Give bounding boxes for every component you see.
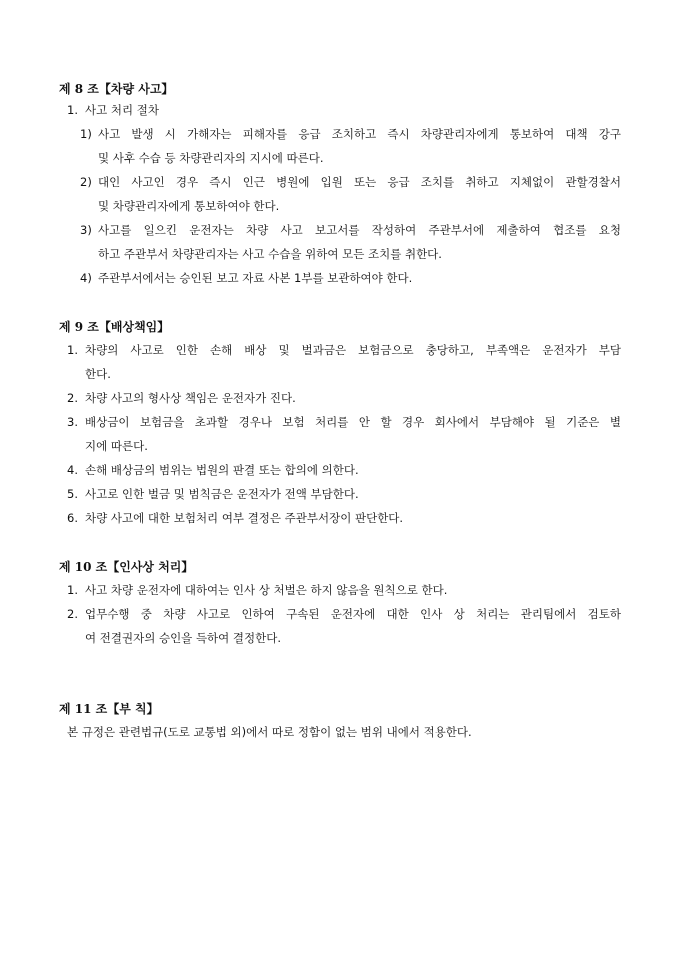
item-text-line-1: 주관부서에서는 승인된 보고 자료 사본 1부를 보관하여야 한다. — [98, 271, 413, 285]
item-text-line-1: 차량 사고에 대한 보험처리 여부 결정은 주관부서장이 판단한다. — [85, 511, 404, 525]
article-9-item-4 — [67, 462, 359, 478]
item-number: 1. — [67, 583, 78, 597]
item-number: 3) — [80, 223, 92, 237]
article-9-item-2 — [67, 390, 296, 406]
item-text-line-1: 차량 사고의 형사상 책임은 운전자가 진다. — [85, 391, 296, 405]
item-text-line-1: 사고로 인한 벌금 및 범칙금은 운전자가 전액 부담한다. — [85, 487, 359, 501]
article-9-item-6 — [67, 510, 403, 526]
article-8-item-1-line-2: 및 사후 수습 등 차량관리자의 지시에 따른다. — [98, 151, 324, 165]
item-number: 5. — [67, 487, 78, 501]
item-number: 4. — [67, 463, 78, 477]
article-9-item-1 — [67, 342, 621, 358]
section-number: 1. — [67, 103, 78, 117]
article-8-section-1 — [67, 102, 159, 118]
item-text-line-1: 손해 배상금의 범위는 법원의 판결 또는 합의에 의한다. — [85, 463, 359, 477]
article-9-item-5 — [67, 486, 359, 502]
article-8-item-4 — [80, 270, 412, 286]
item-number: 6. — [67, 511, 78, 525]
article-10-item-2 — [67, 606, 621, 622]
article-8-item-3 — [80, 222, 621, 238]
article-8-item-1 — [80, 126, 621, 142]
article-9-item-3-line-2: 지에 따른다. — [85, 439, 148, 453]
article-8-item-3-line-2: 하고 주관부서 차량관리자는 사고 수습을 위하여 모든 조치를 취한다. — [98, 247, 442, 261]
article-10-item-1 — [67, 582, 447, 598]
article-8-item-2 — [80, 174, 621, 190]
item-text-line-1: 대인 사고인 경우 즉시 인근 병원에 입원 또는 응급 조치를 취하고 지체없이 관할경찰서 — [98, 175, 621, 189]
article-11-body: 본 규정은 관련법규(도로 교통법 외)에서 따로 정함이 없는 범위 내에서 적용한다. — [67, 725, 472, 739]
item-number: 3. — [67, 415, 78, 429]
item-number: 1. — [67, 343, 78, 357]
section-title: 사고 처리 절차 — [85, 103, 159, 117]
item-number: 2. — [67, 607, 78, 621]
item-text-line-1: 업무수행 중 차량 사고로 인하여 구속된 운전자에 대한 인사 상 처리는 관리팀에서 검토하 — [85, 607, 621, 621]
item-number: 1) — [80, 127, 92, 141]
item-text-line-1: 사고 발생 시 가해자는 피해자를 응급 조치하고 즉시 차량관리자에게 통보하여 대책 강구 — [98, 127, 621, 141]
item-text-line-1: 차량의 사고로 인한 손해 배상 및 벌과금은 보험금으로 충당하고, 부족액은 운전자가 부담 — [85, 343, 621, 357]
article-9-item-1-line-2: 한다. — [85, 367, 111, 381]
item-text-line-1: 배상금이 보험금을 초과할 경우나 보험 처리를 안 할 경우 회사에서 부담해야 될 기준은 별 — [85, 415, 621, 429]
item-number: 2. — [67, 391, 78, 405]
item-number: 4) — [80, 271, 92, 285]
article-10-heading: 제 10 조【인사상 처리】 — [59, 560, 194, 574]
article-9-heading: 제 9 조【배상책임】 — [59, 320, 170, 334]
article-9-item-3 — [67, 414, 621, 430]
article-8-item-2-line-2: 및 차량관리자에게 통보하여야 한다. — [98, 199, 280, 213]
article-8-heading: 제 8 조【차량 사고】 — [59, 82, 174, 96]
item-text-line-1: 사고를 일으킨 운전자는 차량 사고 보고서를 작성하여 주관부서에 제출하여 협조를 요청 — [98, 223, 621, 237]
item-number: 2) — [80, 175, 92, 189]
article-10-item-2-line-2: 여 전결권자의 승인을 득하여 결정한다. — [85, 631, 282, 645]
item-text-line-1: 사고 차량 운전자에 대하여는 인사 상 처벌은 하지 않음을 원칙으로 한다. — [85, 583, 448, 597]
article-11-heading: 제 11 조【부 칙】 — [59, 702, 159, 716]
